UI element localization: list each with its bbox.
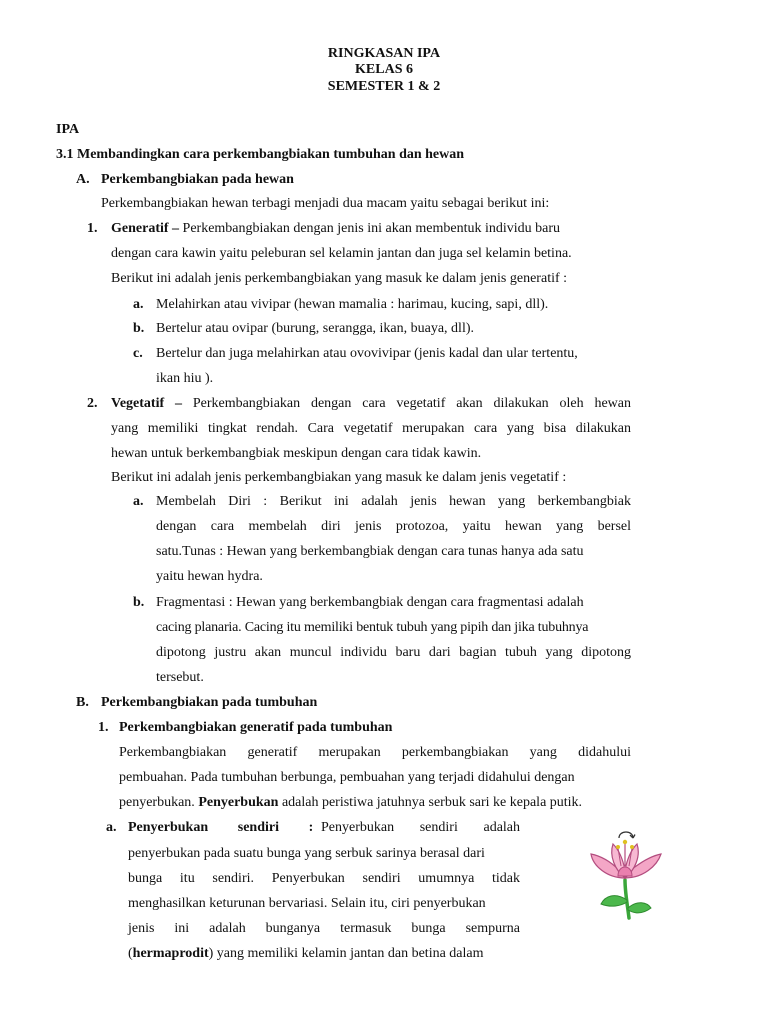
item-2-line2: yang memiliki tingkat rendah. Cara vegetatif merupakan cara yang bisa dilakukan <box>111 421 631 436</box>
item-2-sub-b-line4: tersebut. <box>156 670 204 685</box>
subject-label: IPA <box>56 122 80 137</box>
item-1-line1 <box>111 220 560 238</box>
line3-pre: penyerbukan. <box>119 795 195 810</box>
item-1-text: Perkembangbiakan dengan jenis ini akan membentuk individu baru <box>182 221 561 236</box>
part-b-item-1-line3 <box>119 794 582 812</box>
line6-pre: ( <box>128 946 133 961</box>
item-2-line3: hewan untuk berkembangbiak meskipun dengan cara tidak kawin. <box>111 446 482 461</box>
line3-bold: Penyerbukan <box>198 795 279 810</box>
line6-bold: hermaprodit <box>132 946 209 961</box>
item-2-sub-a-line4: yaitu hewan hydra. <box>156 569 263 584</box>
part-b-item-1-line2: pembuahan. Pada tumbuhan berbunga, pembuahan yang terjadi didahului dengan <box>119 770 575 785</box>
doc-semester: SEMESTER 1 & 2 <box>327 79 441 94</box>
item-1-sub-c-line1: Bertelur dan juga melahirkan atau ovovivipar (jenis kadal dan ular tertentu, <box>156 346 578 361</box>
sub-a-line4: menghasilkan keturunan bervariasi. Selain itu, ciri penyerbukan <box>128 896 486 911</box>
line6-post: ) yang memiliki kelamin jantan dan betina dalam <box>208 946 484 961</box>
item-2-line1 <box>111 395 631 413</box>
item-1-line2: dengan cara kawin yaitu peleburan sel kelamin jantan dan juga sel kelamin betina. <box>111 246 572 261</box>
line3-post: adalah peristiwa jatuhnya serbuk sari ke kepala putik. <box>281 795 583 810</box>
item-2-term: Vegetatif – <box>111 396 182 411</box>
item-2-sub-b-marker: b. <box>133 595 145 610</box>
sub-a-line1 <box>128 819 520 837</box>
section-title: 3.1 Membandingkan cara perkembangbiakan tumbuhan dan hewan <box>56 147 465 162</box>
item-2-line4: Berikut ini adalah jenis perkembangbiakan yang masuk ke dalam jenis vegetatif : <box>111 470 567 485</box>
item-2-sub-b-line2: cacing planaria. Cacing itu memiliki bentuk tubuh yang pipih dan jika tubuhnya <box>156 620 589 635</box>
item-2-sub-b-line3: dipotong justru akan muncul individu baru dari bagian tubuh yang dipotong <box>156 645 631 660</box>
flower-icon <box>585 826 667 922</box>
part-b-item-1-number: 1. <box>98 720 109 735</box>
part-b-item-1-heading: Perkembangbiakan generatif pada tumbuhan <box>119 720 393 735</box>
sub-a-marker: a. <box>106 820 117 835</box>
item-1-term: Generatif – <box>111 221 180 236</box>
doc-class: KELAS 6 <box>355 62 413 77</box>
sub-a-line6 <box>128 945 484 963</box>
sub-a-term: Penyerbukan sendiri : <box>128 820 314 835</box>
part-a-intro: Perkembangbiakan hewan terbagi menjadi dua macam yaitu sebagai berikut ini: <box>101 196 550 211</box>
item-1-number: 1. <box>87 221 98 236</box>
sub-a-line3: bunga itu sendiri. Penyerbukan sendiri umumnya tidak <box>128 871 520 886</box>
part-b-item-1-line1: Perkembangbiakan generatif merupakan perkembangbiakan yang didahului <box>119 745 631 760</box>
item-2-sub-a-line2: dengan cara membelah diri jenis protozoa, yaitu hewan yang bersel <box>156 519 631 534</box>
item-1-sub-b-marker: b. <box>133 321 145 336</box>
item-1-sub-a: Melahirkan atau vivipar (hewan mamalia : harimau, kucing, sapi, dll). <box>156 297 549 312</box>
item-2-number: 2. <box>87 396 98 411</box>
item-1-sub-a-marker: a. <box>133 297 144 312</box>
item-2-sub-b-line1: Fragmentasi : Hewan yang berkembangbiak dengan cara fragmentasi adalah <box>156 595 584 610</box>
part-b-marker: B. <box>76 695 89 710</box>
item-1-line3: Berikut ini adalah jenis perkembangbiakan yang masuk ke dalam jenis generatif : <box>111 271 568 286</box>
sub-a-line5: jenis ini adalah bunganya termasuk bunga sempurna <box>128 921 520 936</box>
item-2-sub-a-line3: satu.Tunas : Hewan yang berkembangbiak dengan cara tunas hanya ada satu <box>156 544 584 559</box>
item-1-sub-c-line2: ikan hiu ). <box>156 371 214 386</box>
part-b-heading: Perkembangbiakan pada tumbuhan <box>101 695 318 710</box>
item-2-sub-a-line1: Membelah Diri : Berikut ini adalah jenis hewan yang berkembangbiak <box>156 494 631 509</box>
sub-a-line2: penyerbukan pada suatu bunga yang serbuk sarinya berasal dari <box>128 846 485 861</box>
part-a-marker: A. <box>76 172 90 187</box>
item-2-sub-a-marker: a. <box>133 494 144 509</box>
sub-a-line1-rest: Penyerbukan sendiri adalah <box>320 820 521 835</box>
item-1-sub-c-marker: c. <box>133 346 143 361</box>
part-a-heading: Perkembangbiakan pada hewan <box>101 172 294 187</box>
doc-title: RINGKASAN IPA <box>327 46 441 61</box>
item-2-text: Perkembangbiakan dengan cara vegetatif akan dilakukan oleh hewan <box>192 396 631 411</box>
item-1-sub-b: Bertelur atau ovipar (burung, serangga, ikan, buaya, dll). <box>156 321 475 336</box>
